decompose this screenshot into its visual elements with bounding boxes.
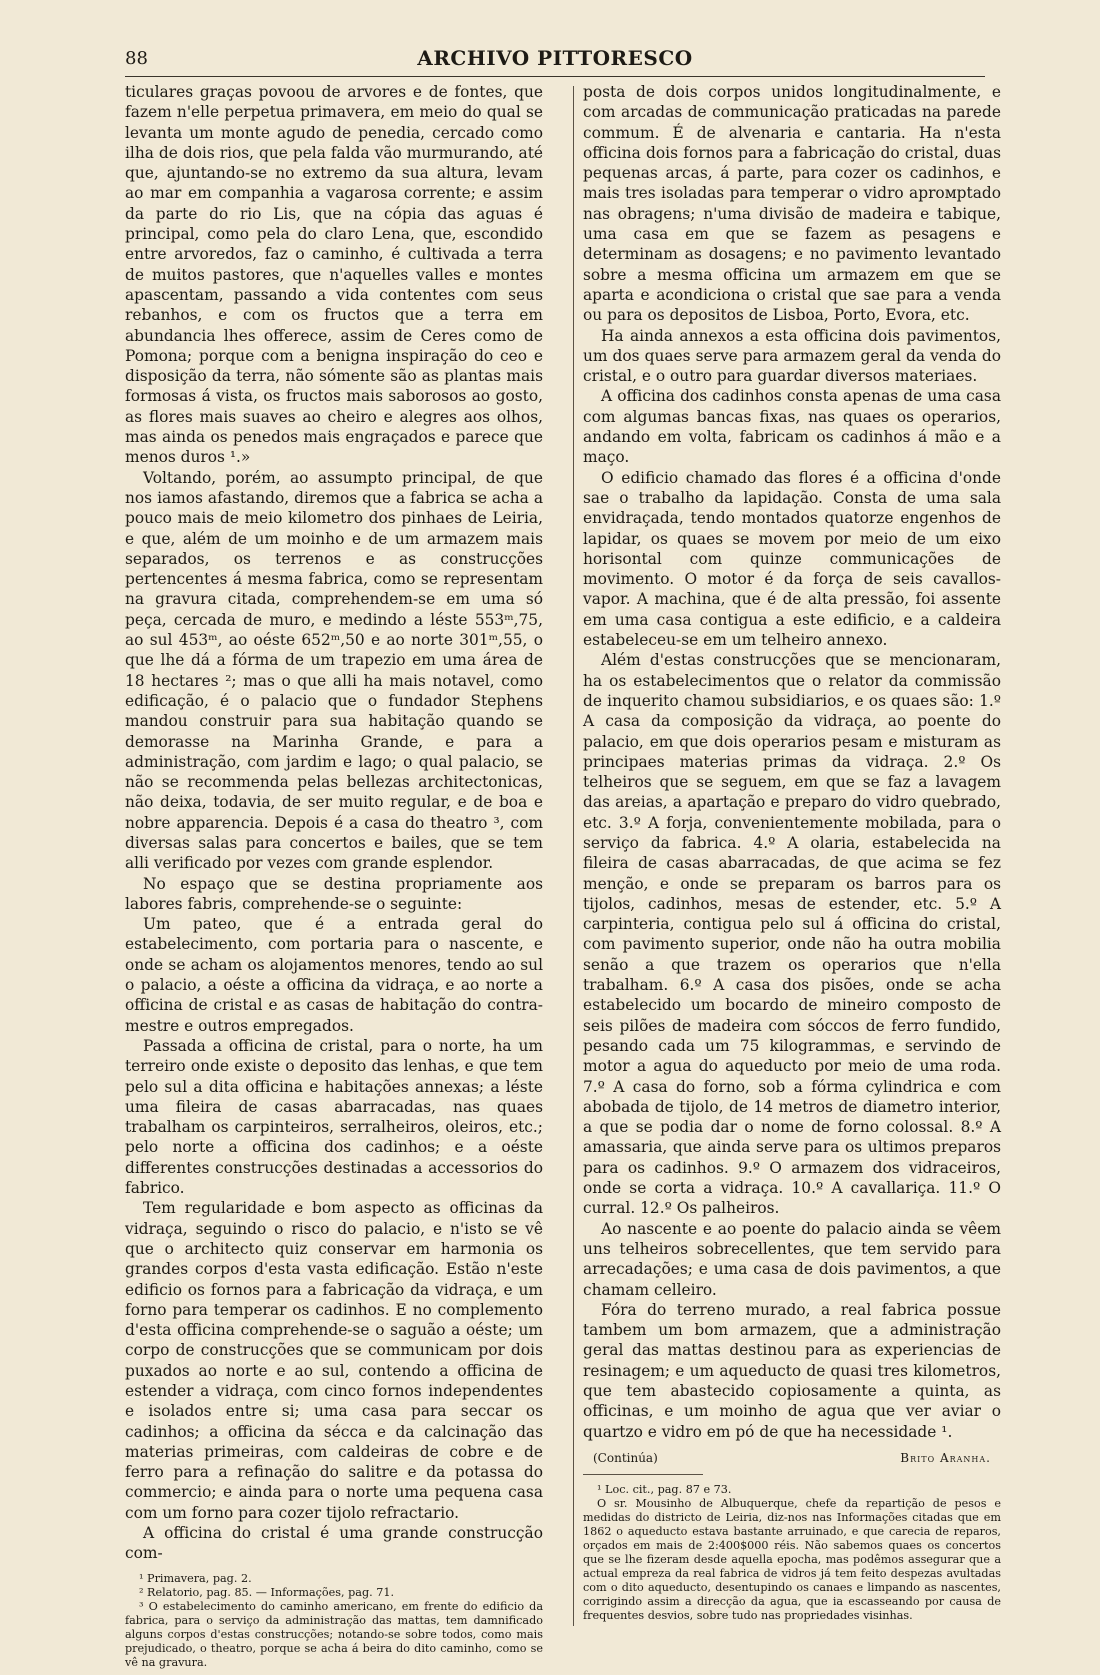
- footnote: ¹ Primavera, pag. 2.: [139, 1571, 252, 1585]
- paragraph: Além d'estas construcções que se mencionaram, ha os estabelecimentos que o relator da commissão de inquerito chamou subsidiarios, e os quaes são: 1.º A casa da composição da vidraça, ao poente do palacio, em que dois operarios pesam e misturam as principaes materias primas da vidraça. 2.º Os telheiros que se seguem, em que se faz a lavagem das areias, a apartação e preparo do vidro quebrado, etc. 3.º A forja, convenientemente mobilada, para o serviço da fabrica. 4.º A olaria, estabelecida na fileira de casas abarracadas, de que acima se fez menção, e onde se preparam os barros para os tijolos, cadinhos, mesas de estender, etc. 5.º A carpinteria, contigua pelo sul á officina do cristal, com pavimento superior, onde não ha outra mobilia senão a que trazem os operarios que n'ella trabalham. 6.º A casa dos pisões, onde se acha estabelecido um bocardo de mineiro composto de seis pilões de madeira com sóccos de ferro fundido, pesando cada um 75 kilogrammas, e servindo de motor a agua do aqueducto por meio de uma roda. 7.º A casa do forno, sob a fórma cylindrica e com abobada de tijolo, de 14 metros de diametro interior, a que se podia dar o nome de forno colossal. 8.º A amassaria, que ainda serve para os ultimos preparos para os cadinhos. 9.º O armazem dos vidraceiros, onde se corta a vidraça. 10.º A cavallariça. 11.º O curral. 12.º Os palheiros.: [583, 651, 1001, 1218]
- footnote: ² Relatorio, pag. 85. — Informações, pag. 71.: [139, 1585, 395, 1599]
- footnote: ¹ Loc. cit., pag. 87 e 73.: [597, 1483, 732, 1497]
- footnote: ³ O estabelecimento do caminho americano, em frente do edificio da fabrica, para o serviço da administração das mattas, tem damnificado alguns corpos d'estas construcções; notando-se sobre todos, como mais prejudicado, o theatro, porque se acha á beira do dito caminho, como se vê na gravura.: [125, 1599, 543, 1669]
- paragraph: A officina do cristal é uma grande construcção com-: [125, 1524, 543, 1563]
- right-column: [583, 82, 1001, 1623]
- running-title: ARCHIVO PITTORESCO: [417, 46, 693, 70]
- paragraph: Ha ainda annexos a esta officina dois pavimentos, um dos quaes serve para armazem geral da venda do cristal, e o outro para guardar diversos materiaes.: [583, 326, 1001, 386]
- paragraph: Ao nascente e ao poente do palacio ainda se vêem uns telheiros sobrecellentes, que tem servido para arrecadações; e uma casa de dois pavimentos, a que chamam celleiro.: [583, 1219, 1001, 1299]
- paragraph: No espaço que se destina propriamente aos labores fabris, comprehende-se o seguinte:: [125, 874, 543, 913]
- page-number: 88: [125, 48, 148, 69]
- paragraph: O edificio chamado das flores é a officina d'onde sae o trabalho da lapidação. Consta de uma sala envidraçada, tendo montados quatorze engenhos de lapidar, os quaes se movem por meio de um eixo horisontal com quinze communicações de movimento. O motor é da força de seis cavallos-vapor. A machina, que é de alta pressão, foi assente em uma casa contigua a este edificio, e a caldeira estabeleceu-se em um telheiro annexo.: [583, 468, 1001, 650]
- footnotes: [583, 1481, 1001, 1623]
- continuation-line: [583, 1448, 1001, 1468]
- paragraph: Um pateo, que é a entrada geral do estabelecimento, com portaria para o nascente, e onde se acham os alojamentos menores, tendo ao sul o palacio, a oéste a officina da vidraça, e ao norte a officina de cristal e as casas de habitação do contra-mestre e outros empregados.: [125, 915, 543, 1035]
- paragraph: posta de dois corpos unidos longitudinalmente, e com arcadas de communicação praticadas na parede commum. É de alvenaria e cantaria. Ha n'esta officina dois fornos para a fabricação do cristal, duas pequenas arcas, á parte, para cozer os cadinhos, e mais tres isoladas para temperar o vidro aprомptado nas obragens; n'uma divisão de madeira e tabique, uma casa em que se fazem as pesagens e determinam as dosagens; e no pavimento levantado sobre a mesma officina um armazem em que se aparta e acondiciona o cristal que sae para a venda ou para os depositos de Lisboa, Porto, Evora, etc.: [583, 83, 1001, 325]
- page-header: [125, 46, 985, 77]
- paragraph: ticulares graças povoou de arvores e de fontes, que fazem n'elle perpetua primavera, em meio do qual se levanta um monte agudo de penedia, cercado como ilha de dois rios, que pela falda vão murmurando, até que, ajuntando-se no extremo da sua altura, levam ao mar em companhia a vagarosa corrente; e assim da parte do rio Lis, que na cópia das aguas é principal, como pela do claro Lena, que, escondido entre arvoredos, faz o caminho, é cultivada a terra de muitos pastores, que n'aquelles valles e montes apascentam, passando a vida contentes com seus rebanhos, e com os fructos que a terra em abundancia lhes offerece, assim de Ceres como de Pomona; porque com a benigna inspiração do ceo e disposição da terra, não sómente são as plantas mais formosas á vista, os fructos mais saborosos ao gosto, as flores mais suaves ao cheiro e alegres aos olhos, mas ainda os penedos mais engraçados e parece que menos duros ¹.»: [125, 83, 543, 467]
- column-divider: [573, 86, 574, 1626]
- footnote: O sr. Mousinho de Albuquerque, chefe da repartição de pesos e medidas do districto de Leiria, diz-nos nas Informações citadas que em 1862 o aqueducto estava bastante arruinado, e que carecia de reparos, orçados em mais de 2:400$000 réis. Não sabemos quaes os concertos que se lhe fizeram desde aquella epocha, mas podêmos assegurar que a actual empreza da real fabrica de vidros já tem feito despezas avultadas com o dito aqueducto, desentupindo os canaes e limpando as nascentes, corrigindo assim a direcção da agua, que ia escasseando por causa de frequentes desvios, sobre tudo nas propriedades visinhas.: [583, 1497, 1001, 1623]
- paragraph: Voltando, porém, ao assumpto principal, de que nos iamos afastando, diremos que a fabrica se acha a pouco mais de meio kilometro dos pinhaes de Leiria, e que, além de um moinho e de um armazem mais separados, os terrenos e as construcções pertencentes á mesma fabrica, como se representam na gravura citada, comprehendem-se em uma só peça, cercada de muro, e medindo a léste 553ᵐ,75, ao sul 453ᵐ, ao oéste 652ᵐ,50 e ao norte 301ᵐ,55, o que lhe dá a fórma de um trapezio em uma área de 18 hectares ²; mas o que alli ha mais notavel, como edificação, é o palacio que o fundador Stephens mandou construir para sua habitação quando se demorasse na Marinha Grande, e para a administração, com jardim e lago; o qual palacio, se não se recommenda pelas bellezas architectonicas, não deixa, todavia, de ser muito regular, e de boa e nobre apparencia. Depois é a casa do theatro ³, com diversas salas para concertos e bailes, que se tem alli verificado por vezes com grande esplendor.: [125, 468, 543, 873]
- paragraph: Fóra do terreno murado, a real fabrica possue tambem um bom armazem, que a administração geral das mattas destinou para as experiencias de resinagem; e um aqueducto de quasi tres kilometros, que tem abastecido copiosamente a quinta, as officinas, e um moinho de agua que ver aviar o quartzo e vidro em pó de que ha necessidade ¹.: [583, 1300, 1001, 1441]
- footnotes: [125, 1570, 543, 1670]
- left-column: [125, 82, 543, 1670]
- paragraph: A officina dos cadinhos consta apenas de uma casa com algumas bancas fixas, nas quaes os operarios, andando em volta, fabricam os cadinhos á mão e a maço.: [583, 387, 1001, 467]
- author-signature: Brito Aranha.: [900, 1450, 991, 1465]
- paragraph: Passada a officina de cristal, para o norte, ha um terreiro onde existe o deposito das lenhas, e que tem pelo sul a dita officina e habitações annexas; a léste uma fileira de casas abarracadas, nas quaes trabalham os carpinteiros, serralheiros, oleiros, etc.; pelo norte a officina dos cadinhos; e a oéste differentes construcções destinadas a accessorios do fabrico.: [125, 1036, 543, 1198]
- continua-label: (Continúa): [593, 1450, 658, 1465]
- footnote-rule: [583, 1474, 703, 1475]
- paragraph: Tem regularidade e bom aspecto as officinas da vidraça, seguindo o risco do palacio, e n'isto se vê que o architecto quiz conservar em harmonia os grandes corpos d'esta vasta edificação. Estão n'este edificio os fornos para a fabricação da vidraça, e um forno para temperar os cadinhos. E no complemento d'esta officina comprehende-se o saguão a oéste; um corpo de construcções que se communicam por dois puxados ao norte e ao sul, contendo a officina de estender a vidraça, com cinco fornos independentes e isolados entre si; uma casa para seccar os cadinhos; a officina da sécca e da calcinação das materias primeiras, com caldeiras de cobre e de ferro para a refinação do salitre e da potassa do commercio; e ainda para o norte uma pequena casa com um forno para cozer tijolo refractario.: [125, 1199, 543, 1522]
